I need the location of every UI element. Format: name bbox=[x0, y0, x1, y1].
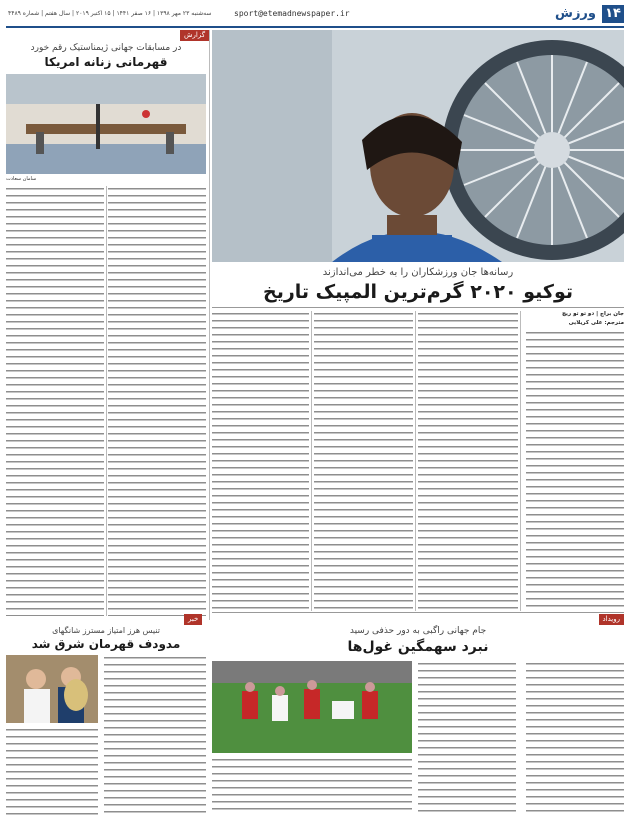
col-divider bbox=[520, 311, 521, 611]
rugby-body-col-3 bbox=[212, 757, 412, 815]
main-kicker: رسانه‌ها جان ورزشکاران را به خطر می‌اندازند bbox=[322, 267, 514, 278]
main-body-col-3 bbox=[314, 311, 413, 611]
tennis-body-col-2 bbox=[6, 727, 98, 815]
tennis-pretitle: تنیس هرز امتیاز مسترز شانگهای bbox=[52, 626, 160, 635]
rugby-rule bbox=[212, 612, 624, 613]
tennis-title: مدودف قهرمان شرق شد bbox=[31, 637, 181, 651]
gymnastics-body-col-1 bbox=[108, 186, 206, 616]
gymnastics-photo bbox=[6, 74, 206, 174]
rugby-body-col-2 bbox=[418, 661, 516, 816]
main-byline: جان براچ | دو تو تو ریچ bbox=[561, 311, 624, 317]
tag-report: گزارش bbox=[180, 30, 209, 41]
tag-incident: رویداد bbox=[599, 614, 624, 625]
gymnastics-body-col-2 bbox=[6, 186, 104, 616]
main-photo bbox=[212, 30, 624, 262]
section-email[interactable]: sport@etemadnewspaper.ir bbox=[234, 9, 350, 18]
tennis-body-col-1 bbox=[104, 655, 206, 815]
date-line: سه‌شنبه ۲۳ مهر ۱۳۹۸ | ۱۶ صفر ۱۴۴۱ | ۱۵ اکتبر ۲۰۱۹ | سال هفتم | شماره ۴۴۸۹ bbox=[8, 10, 212, 17]
main-body-col-4 bbox=[212, 311, 309, 611]
main-translator: مترجم: علی کریلایی bbox=[568, 320, 624, 326]
main-rule bbox=[212, 307, 624, 308]
gymnastics-credit: سامان سعادت bbox=[6, 176, 37, 182]
gymnastics-pretitle: در مسابقات جهانی ژیمناستیک رقم خورد bbox=[30, 43, 182, 53]
rugby-photo bbox=[212, 661, 412, 753]
col-divider bbox=[106, 186, 107, 616]
main-body-col-2 bbox=[418, 311, 518, 611]
col-divider bbox=[415, 311, 416, 611]
rugby-body-col-1 bbox=[526, 661, 624, 816]
col-divider bbox=[311, 311, 312, 611]
header-rule bbox=[6, 26, 624, 28]
main-body-col-1 bbox=[526, 330, 624, 610]
page-number: ۱۴ bbox=[602, 5, 624, 23]
page-header bbox=[0, 0, 630, 28]
rugby-pretitle: جام جهانی راگبی به دور حذفی رسید bbox=[349, 626, 487, 636]
rugby-title: نبرد سهمگین غول‌ها bbox=[347, 639, 489, 655]
tennis-photo bbox=[6, 655, 98, 723]
main-headline: توکیو ۲۰۲۰ گرم‌ترین المپیک تاریخ bbox=[263, 281, 573, 303]
col-divider bbox=[209, 30, 210, 620]
section-title: ورزش bbox=[555, 6, 596, 21]
gymnastics-title: قهرمانی زنانه امریکا bbox=[44, 55, 168, 69]
tag-bottom-left: خبر bbox=[184, 614, 202, 625]
